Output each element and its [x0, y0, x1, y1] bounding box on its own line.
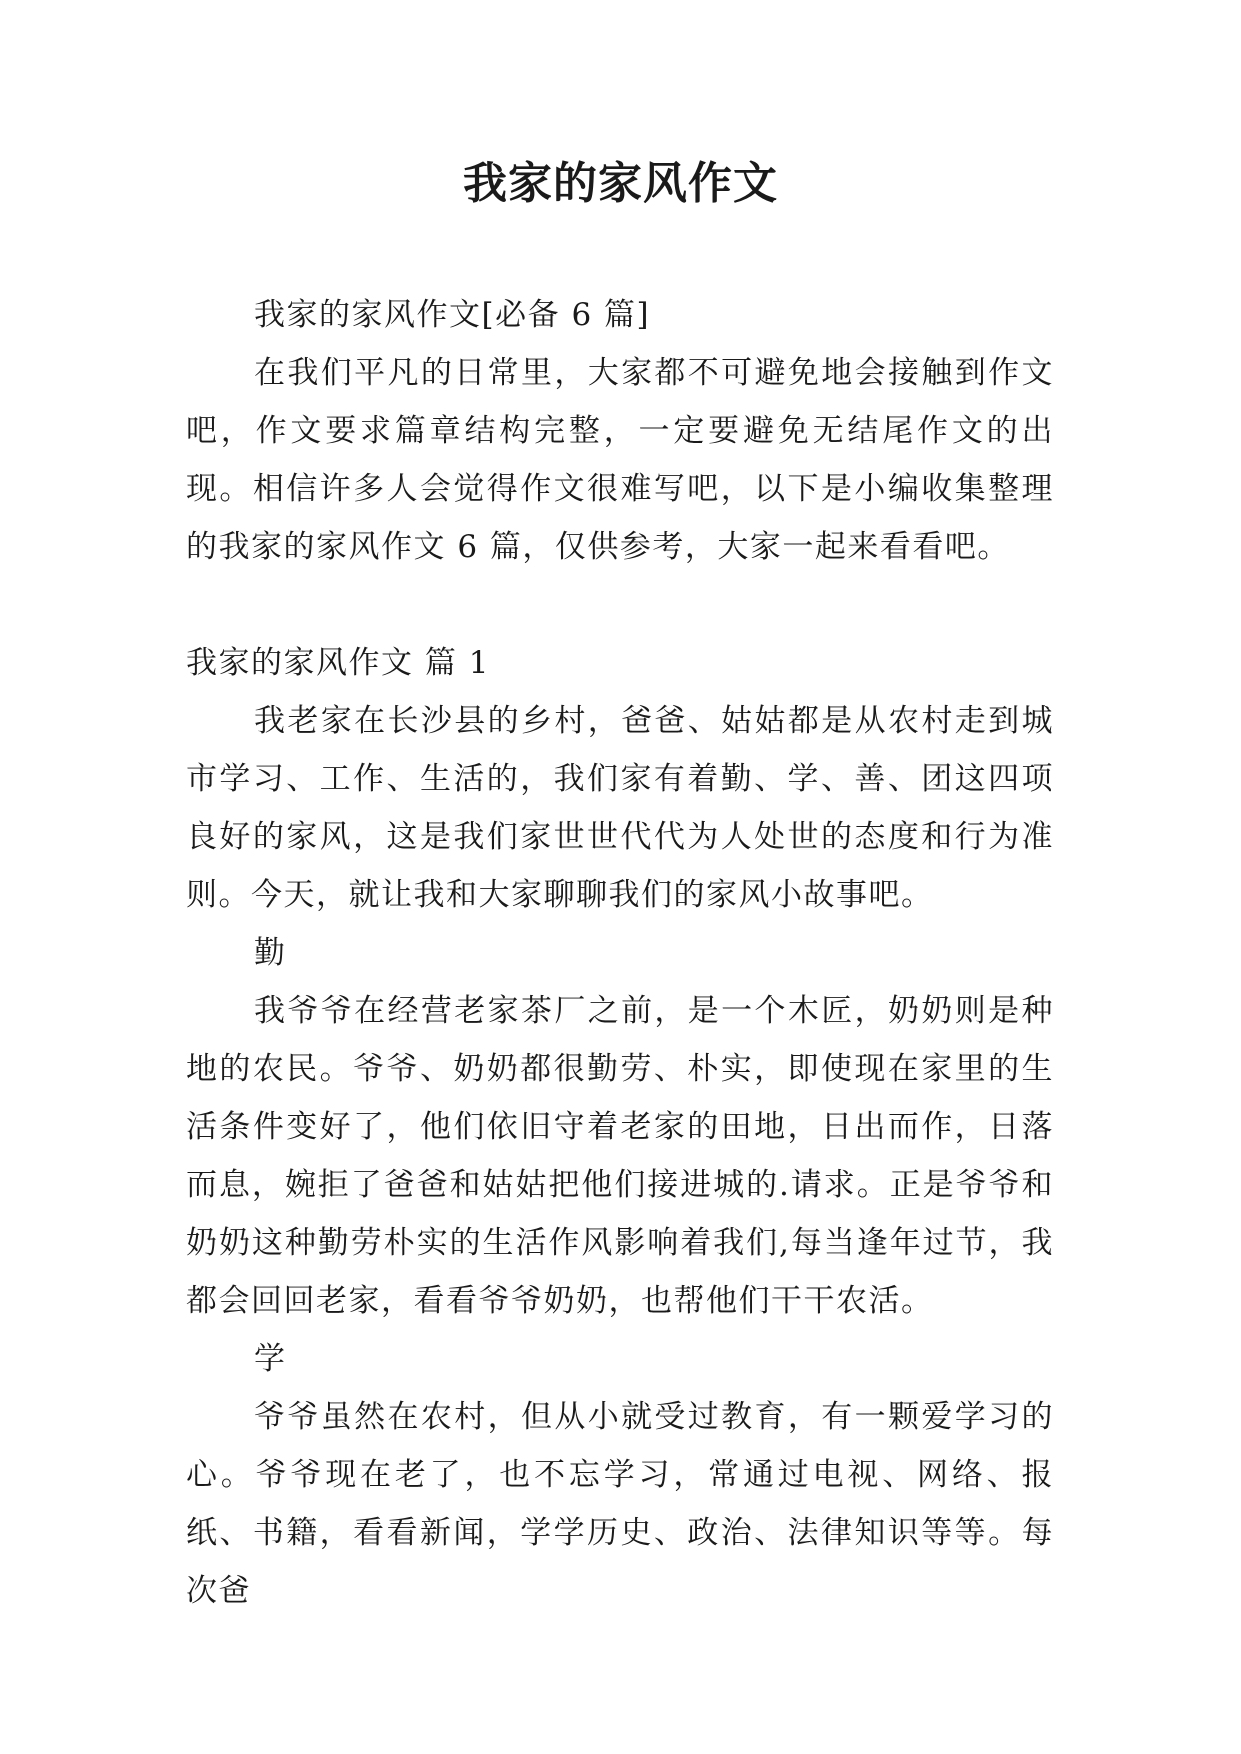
- paragraph: 我爷爷在经营老家茶厂之前，是一个木匠，奶奶则是种地的农民。爷爷、奶奶都很勤劳、朴实，即使现在家里的生活条件变好了，他们依旧守着老家的田地，日出而作，日落而息，婉拒了爸爸和姑姑把他们接进城的.请求。正是爷爷和奶奶这种勤劳朴实的生活作风影响着我们,每当逢年过节，我都会回回老家，看看爷爷奶奶，也帮他们干干农活。: [186, 993, 1054, 1319]
- intro-paragraph: 在我们平凡的日常里，大家都不可避免地会接触到作文吧，作文要求篇章结构完整，一定要避免无结尾作文的出现。相信许多人会觉得作文很难写吧，以下是小编收集整理的我家的家风作文 6 篇，仅供参考，大家一起来看看吧。: [186, 355, 1054, 565]
- paragraph: 爷爷虽然在农村，但从小就受过教育，有一颗爱学习的心。爷爷现在老了，也不忘学习，常通过电视、网络、报纸、书籍，看看新闻，学学历史、政治、法律知识等等。每次爸: [186, 1399, 1054, 1609]
- subheading-qin: 勤: [254, 935, 287, 971]
- paragraph: 我老家在长沙县的乡村，爸爸、姑姑都是从农村走到城市学习、工作、生活的，我们家有着勤、学、善、团这四项良好的家风，这是我们家世世代代为人处世的态度和行为准则。今天，就让我和大家聊聊我们的家风小故事吧。: [186, 703, 1054, 913]
- subtitle: 我家的家风作文[必备 6 篇]: [254, 297, 651, 333]
- section-heading: 我家的家风作文 篇 1: [186, 645, 490, 681]
- subheading-xue: 学: [254, 1341, 287, 1377]
- document-body: [186, 286, 1054, 1620]
- spacer: [186, 576, 1054, 634]
- document-title: 我家的家风作文: [463, 158, 778, 209]
